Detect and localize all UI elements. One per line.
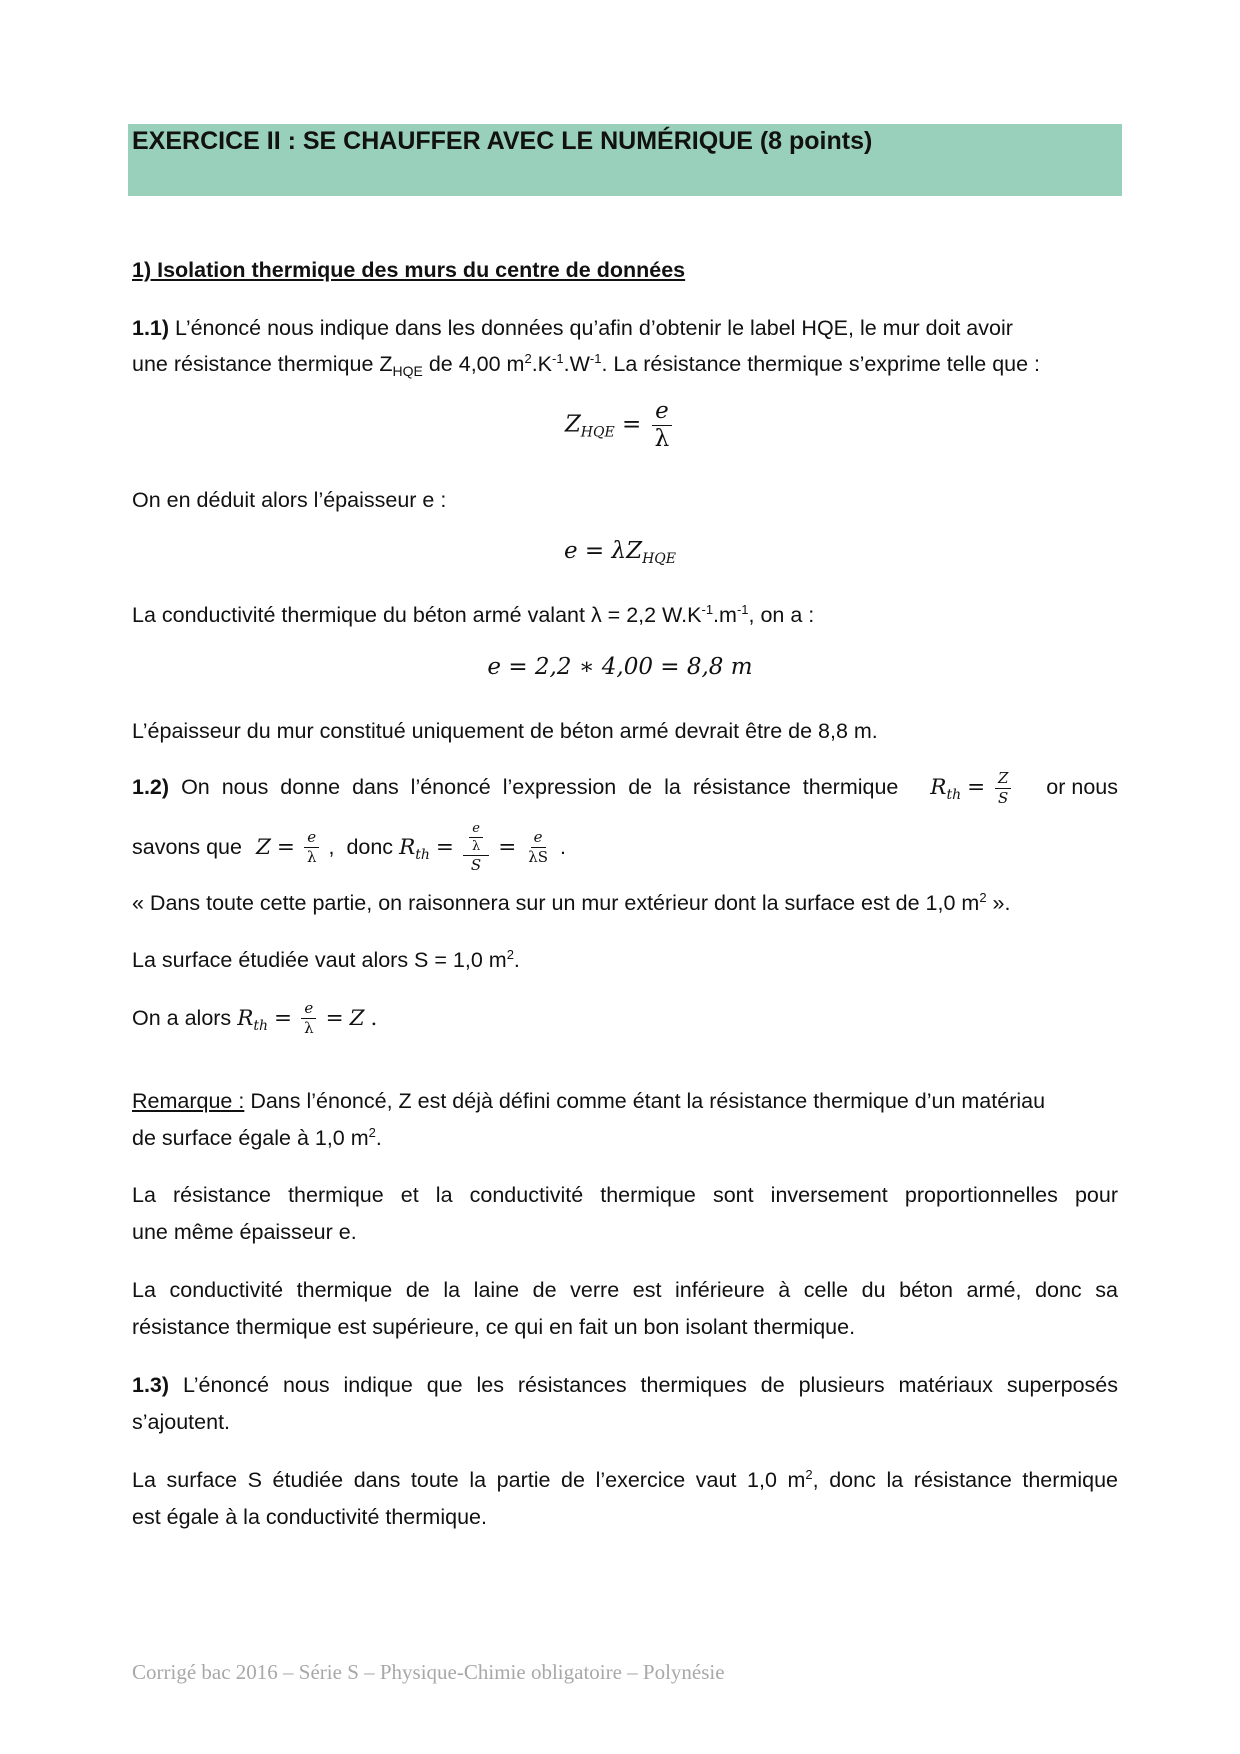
z-symbol: Z xyxy=(255,835,271,860)
rth2-sub: th xyxy=(415,847,430,863)
compound-num xyxy=(463,822,489,856)
q11-l2-supm1b: -1 xyxy=(589,351,602,366)
q11-line1 xyxy=(132,310,1118,347)
cond-b: .m xyxy=(713,603,737,627)
quote-end: ». xyxy=(986,891,1011,915)
rth2-r: R xyxy=(399,835,416,860)
remarque-text: Dans l’énoncé, Z est déjà défini comme étant la résistance thermique d’un matériau xyxy=(244,1089,1046,1113)
q12-rth-expr: $R_{th}$ = $\frac{Z}{S}$ xyxy=(930,769,1014,806)
eq1-fraction xyxy=(652,400,673,451)
quote-line xyxy=(132,885,1118,922)
laine-line1: La conductivité thermique de la laine de verre est inférieure à celle du béton armé, donc sa xyxy=(132,1278,1118,1302)
e-over-lambda-s xyxy=(525,830,551,865)
e-num3: e xyxy=(301,1001,316,1019)
e-over-lambda xyxy=(304,830,320,865)
remarque-label: Remarque : xyxy=(132,1089,245,1113)
inverse-line2: une même épaisseur e. xyxy=(132,1220,357,1244)
quote-sup: 2 xyxy=(979,890,987,905)
inverse-line1: La résistance thermique et la conductivité thermique sont inversement proportionnelles pour xyxy=(132,1183,1118,1207)
q12-words xyxy=(181,769,1118,806)
savons-que: savons que xyxy=(132,835,242,859)
page-footer: Corrigé bac 2016 – Série S – Physique-Chimie obligatoire – Polynésie xyxy=(132,1660,725,1684)
inner-fraction xyxy=(469,822,483,853)
cond-c: , on a : xyxy=(748,603,815,627)
q12-line2: savons que Z = $\frac{e}{\lambda}$ , donc $R_{th}$ = $\frac{\frac{e}{\lambda}}{S}$ = $\frac{e}{\lambda S}$ . xyxy=(132,821,566,874)
q13-surface-line1 xyxy=(132,1462,1118,1499)
quote-text: « Dans toute cette partie, on raisonnera sur un mur extérieur dont la surface est de 1,0 m xyxy=(132,891,980,915)
q13-line1 xyxy=(132,1367,1118,1404)
cond-sup2: -1 xyxy=(736,602,749,617)
q11-l2-d: .W xyxy=(563,352,590,376)
eq1-lhs: Z xyxy=(564,411,581,438)
equation-zhqe: $Z_{HQE}$ = $\frac{e}{\lambda}$ xyxy=(0,400,1240,451)
eq2-sub: HQE xyxy=(642,551,676,567)
q11-l2-b: de 4,00 m xyxy=(422,352,525,376)
compound-s: S xyxy=(470,856,482,874)
rth3-sub: th xyxy=(253,1018,269,1034)
q13-surf-a: La surface S étudiée dans toute la partie de l’exercice vaut 1,0 m xyxy=(132,1468,806,1492)
e-num: e xyxy=(304,830,319,848)
q11-l2-e: . La résistance thermique s’exprime telle que : xyxy=(601,352,1041,376)
surface-text: La surface étudiée vaut alors S = 1,0 m xyxy=(132,948,507,972)
frac-z: Z xyxy=(995,771,1011,789)
on-a-alors: On a alors xyxy=(132,1006,232,1030)
q12-text: On nous donne dans l’énoncé l’expression de la résistance thermique xyxy=(181,775,899,799)
eq1-num: e xyxy=(652,400,672,426)
z-over-s xyxy=(995,768,1011,807)
q11-l2-a: une résistance thermique Z xyxy=(132,352,393,376)
equation-e xyxy=(0,538,1240,567)
rth3-r: R xyxy=(237,1006,254,1031)
q13-label: 1.3) xyxy=(132,1373,170,1397)
remarque-text2: de surface égale à 1,0 m xyxy=(132,1126,369,1150)
q11-text-1: L’énoncé nous indique dans les données qu’afin d’obtenir le label HQE, le mur doit avoir xyxy=(175,316,1013,340)
inner-e: e xyxy=(469,822,483,838)
frac-s: S xyxy=(998,788,1009,807)
q11-l2-c: .K xyxy=(531,352,553,376)
eq2-lhs: e = λZ xyxy=(564,538,643,564)
rth-equals-z: On a alors $R_{th}$ = $\frac{e}{\lambda}$ = Z . xyxy=(132,999,378,1037)
surface-line: La surface étudiée vaut alors S = 1,0 $m^2$. xyxy=(132,947,520,972)
rth-r: R xyxy=(930,775,947,800)
deduce-text: On en déduit alors l’épaisseur e : xyxy=(132,488,447,512)
q13-text: L’énoncé nous indique que les résistances thermiques de plusieurs matériaux superposés xyxy=(182,1373,1118,1397)
remarque-sup: 2 xyxy=(368,1125,376,1140)
exercise-title: EXERCICE II : SE CHAUFFER AVEC LE NUMÉRIQUE (8 points) xyxy=(132,127,873,155)
q12-or-nous: or nous xyxy=(1046,775,1118,799)
q13-line2: s’ajoutent. xyxy=(132,1410,231,1434)
laine-line2: résistance thermique est supérieure, ce qui en fait un bon isolant thermique. xyxy=(132,1315,856,1339)
q12-line1 xyxy=(132,769,1118,806)
q13-surface-line2: est égale à la conductivité thermique. xyxy=(132,1505,487,1529)
q11-line2 xyxy=(132,346,1118,383)
q12-label: 1.2) xyxy=(132,775,170,799)
e-num2: e xyxy=(531,830,546,848)
equation-numeric: e = 2,2 ∗ 4,00 = 8,8 m xyxy=(487,654,753,680)
rth-sub: th xyxy=(946,787,962,803)
q11-conclusion: L’épaisseur du mur constitué uniquement de béton armé devrait être de 8,8 m. xyxy=(132,719,878,743)
lambda-den: λ xyxy=(306,848,317,866)
section-heading: 1) Isolation thermique des murs du centre de données xyxy=(132,258,686,282)
eq1-den: λ xyxy=(654,426,670,452)
cond-a: La conductivité thermique du béton armé valant λ = 2,2 W.K xyxy=(132,603,702,627)
q11-label: 1.1) xyxy=(132,316,170,340)
cond-sup1: -1 xyxy=(701,602,714,617)
inner-lambda: λ xyxy=(471,839,481,854)
e-over-lambda-3 xyxy=(301,1001,317,1036)
q13-surf-b: , donc la résistance thermique xyxy=(812,1468,1118,1492)
conductivity-line xyxy=(132,597,1118,634)
surface-sup: 2 xyxy=(506,947,514,962)
remarque-line2: de surface égale à 1,0 $m^2$. xyxy=(132,1125,382,1150)
compound-fraction xyxy=(463,822,489,873)
q11-l2-sub: HQE xyxy=(392,363,423,379)
eq1-sub: HQE xyxy=(580,424,615,441)
lambda-den3: λ xyxy=(304,1019,314,1037)
donc-word: donc xyxy=(346,835,394,859)
z-result: Z xyxy=(349,1006,365,1031)
q11-l2-sup2: 2 xyxy=(524,351,532,366)
q13-surf-sup: 2 xyxy=(805,1467,813,1482)
remarque-line1 xyxy=(132,1083,1118,1120)
lambda-s-den: λS xyxy=(528,848,548,866)
q11-l2-supm1a: -1 xyxy=(552,351,564,366)
